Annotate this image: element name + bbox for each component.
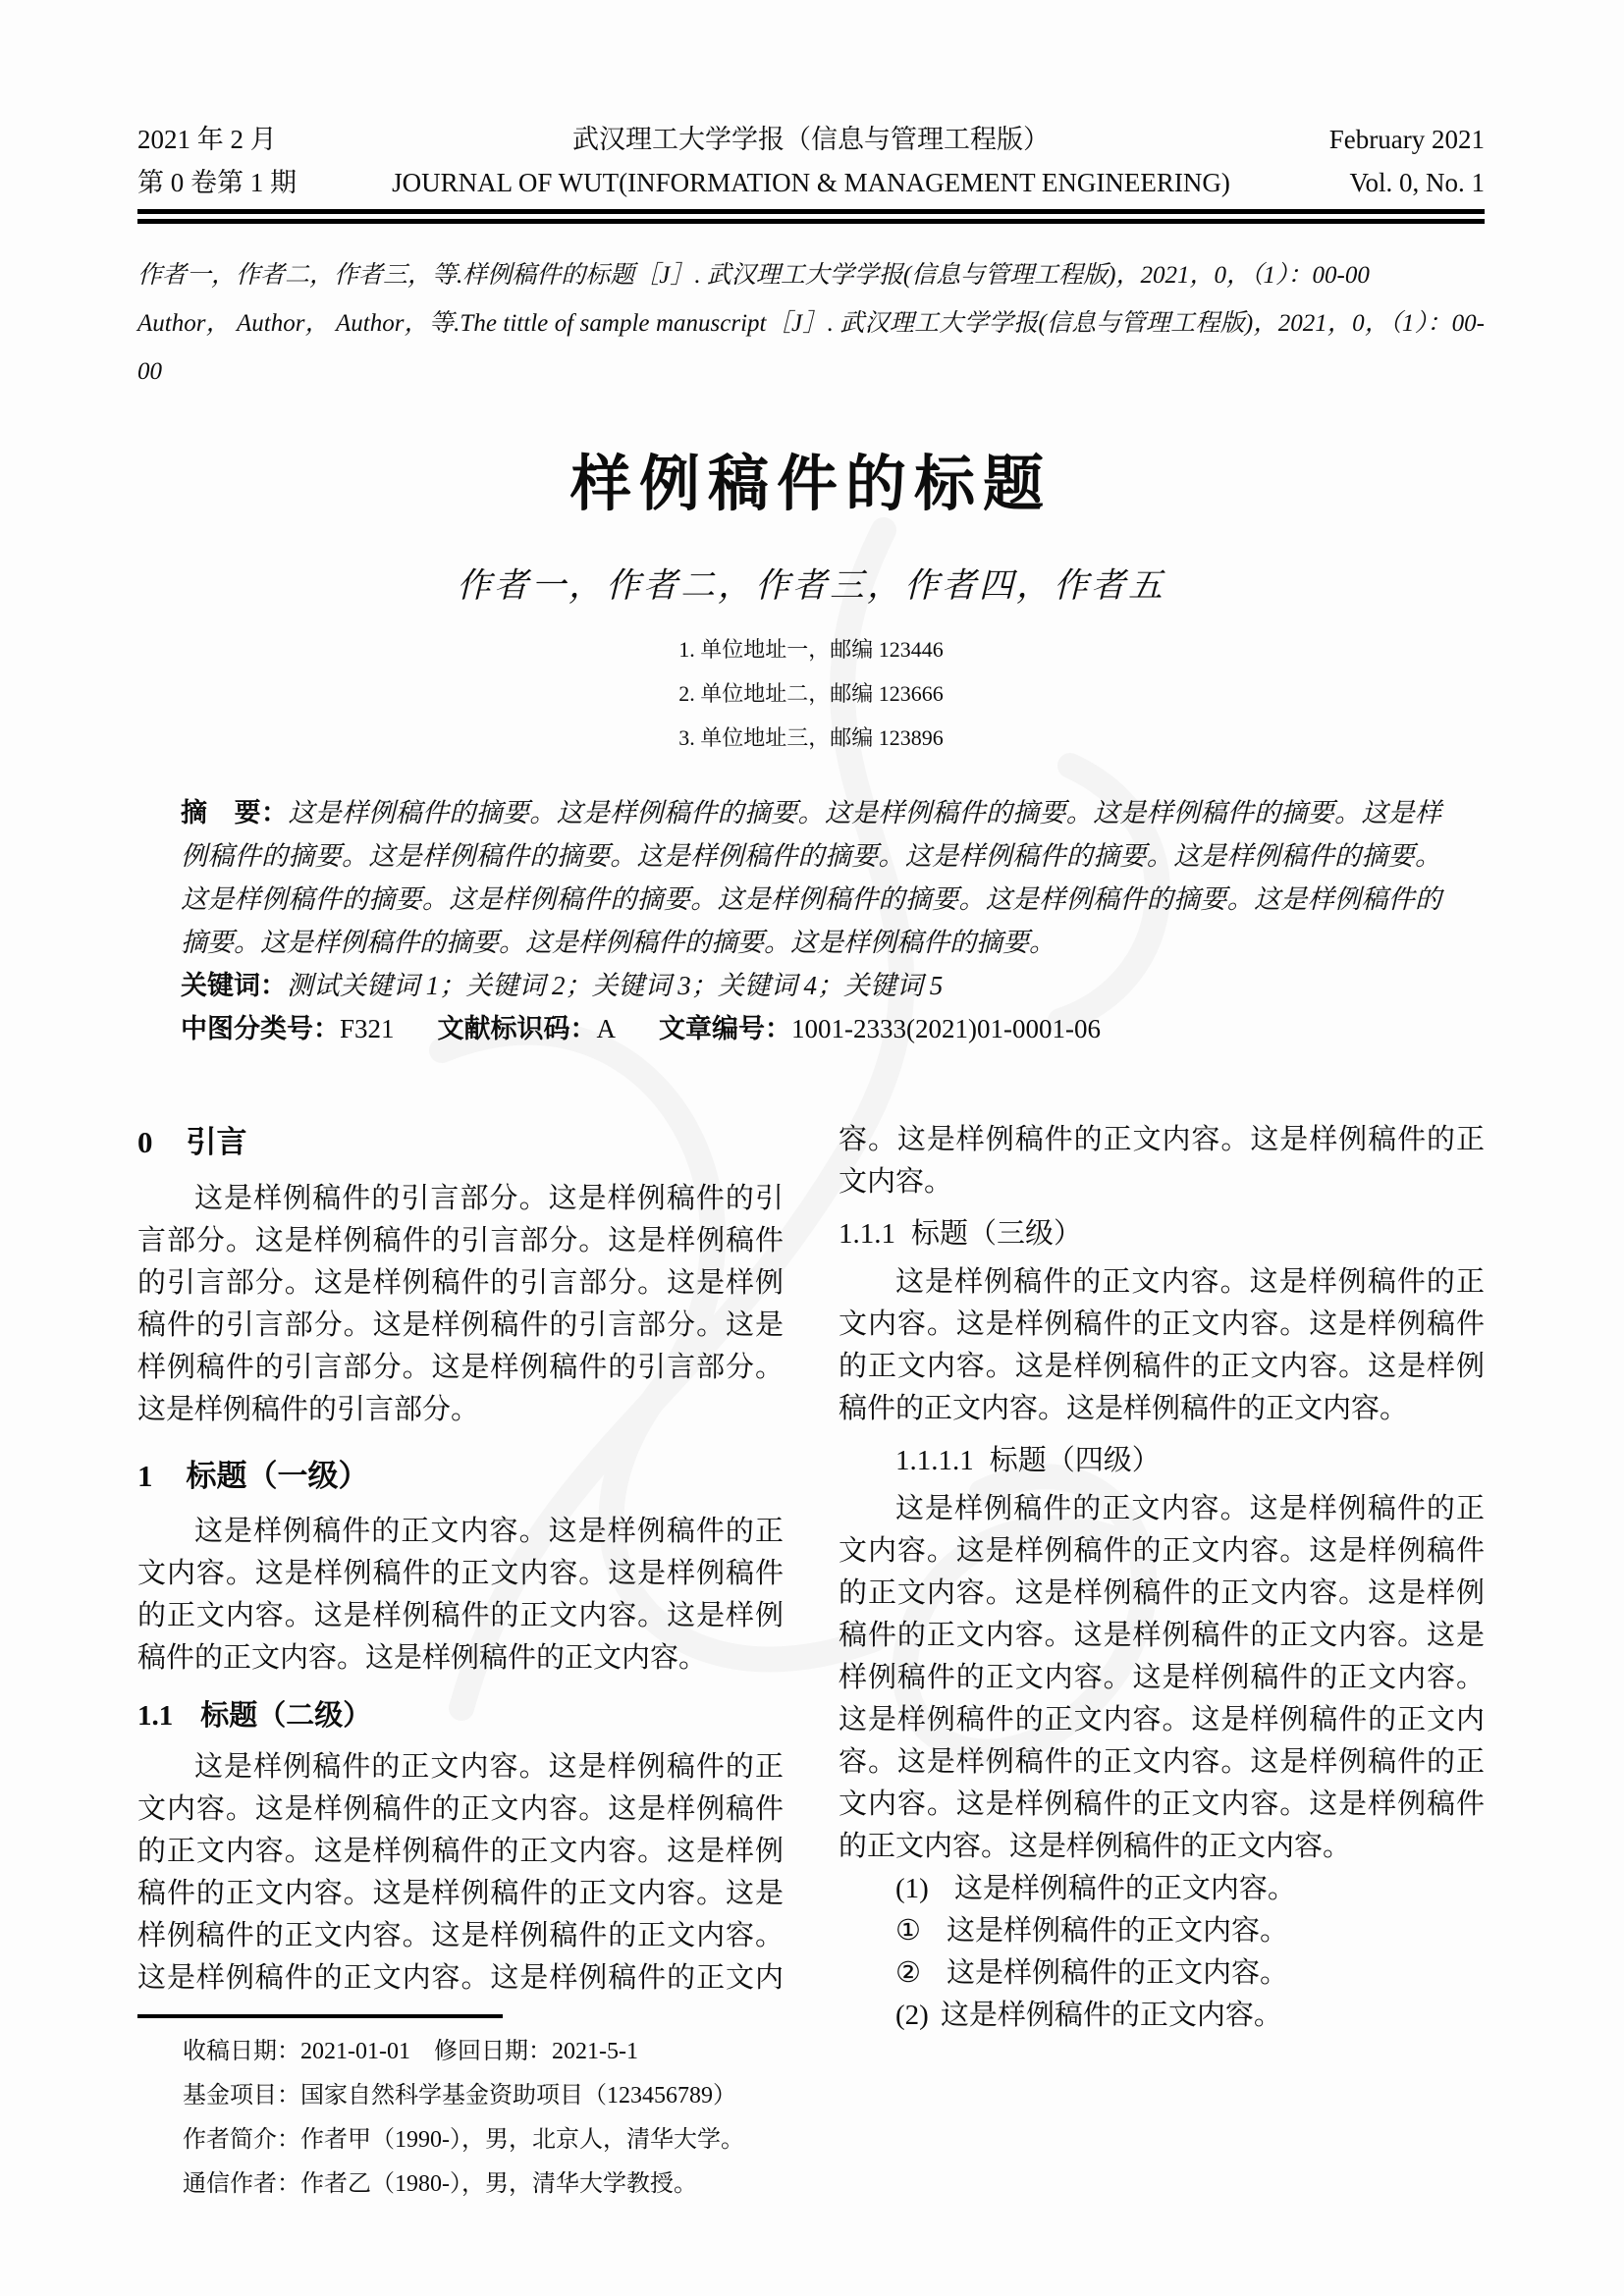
- list-marker: ①: [895, 1915, 921, 1947]
- header-date-en: February 2021: [1328, 125, 1485, 154]
- heading-number: 1.1.1: [839, 1218, 895, 1250]
- header-volume-cn: 第 0 卷第 1 期: [137, 168, 297, 197]
- heading-text: 标题（二级）: [200, 1700, 372, 1732]
- front-matter: [181, 791, 1441, 1050]
- journal-name-cn: 武汉理工大学学报（信息与管理工程版）: [572, 125, 1050, 154]
- heading-text: 标题（四级）: [989, 1445, 1161, 1476]
- header-double-rule: [137, 209, 1485, 224]
- heading-text: 引言: [186, 1125, 247, 1159]
- abstract-label: 摘 要：: [181, 798, 289, 828]
- list-text: 这是样例稿件的正文内容。: [947, 1915, 1289, 1947]
- list-marker: (1): [895, 1873, 929, 1904]
- heading-level2: [137, 1695, 784, 1737]
- clc-label: 中图分类号：: [181, 1014, 340, 1043]
- header-issue-cn: [137, 118, 363, 204]
- body-paragraph: 这是样例稿件的正文内容。这是样例稿件的正文内容。这是样例稿件的正文内容。这是样例稿件的正文内容。这是样例稿件的正文内容。这是样例稿件的正文内容。这是样例稿件的正文内容。: [137, 1516, 784, 1674]
- corresponding-author-line: 通信作者：作者乙（1980-），男，清华大学教授。: [183, 2171, 697, 2197]
- body-paragraph: 这是样例稿件的正文内容。这是样例稿件的正文内容。这是样例稿件的正文内容。这是样例稿件的正文内容。这是样例稿件的正文内容。这是样例稿件的正文内容。这是样例稿件的正文内容。: [839, 1266, 1485, 1424]
- heading-number: 1: [137, 1459, 153, 1493]
- header-volume-en: Vol. 0, No. 1: [1349, 168, 1485, 197]
- citation-english: Author， Author， Author，等.The tittle of sample manuscript［J］. 武汉理工大学学报(信息与管理工程版)，2021，0，（1）：00-00: [137, 310, 1485, 385]
- affiliation-1: 1. 单位地址一，邮编 123446: [678, 637, 944, 662]
- doc-code-value: A: [596, 1014, 617, 1043]
- affiliation-2: 2. 单位地址二，邮编 123666: [678, 681, 944, 706]
- list-item-1: [839, 1868, 1485, 1910]
- keywords-text: 测试关键词 1；关键词 2；关键词 3；关键词 4；关键词 5: [287, 971, 944, 1000]
- header-date-cn: 2021 年 2 月: [137, 125, 277, 154]
- list-text: 这是样例稿件的正文内容。: [947, 1957, 1289, 1989]
- intro-paragraph: 这是样例稿件的引言部分。这是样例稿件的引言部分。这是样例稿件的引言部分。这是样例稿件的引言部分。这是样例稿件的引言部分。这是样例稿件的引言部分。这是样例稿件的引言部分。这是样例稿件的引言部分。这是样例稿件的引言部分。这是样例稿件的引言部分。: [137, 1183, 784, 1425]
- article-body: [137, 1119, 1485, 2037]
- list-item-circled-2: [839, 1952, 1485, 1995]
- keywords-label: 关键词：: [181, 971, 287, 1000]
- list-marker: ②: [895, 1957, 921, 1989]
- clc-value: F321: [340, 1014, 395, 1043]
- heading-level3: [839, 1213, 1485, 1255]
- clc-line: [181, 1007, 1441, 1050]
- list-marker: (2): [895, 2000, 929, 2031]
- heading-level1: [137, 1455, 784, 1498]
- footnote-lines: [137, 2030, 943, 2207]
- journal-header: [137, 118, 1485, 204]
- affiliation-list: [137, 627, 1485, 760]
- received-date-line: 收稿日期：2021-01-01 修回日期：2021-5-1: [183, 2039, 638, 2064]
- abstract: [181, 791, 1441, 964]
- list-text: 这是样例稿件的正文内容。: [953, 1873, 1296, 1904]
- list-item-circled-1: [839, 1910, 1485, 1952]
- keywords: [181, 964, 1441, 1007]
- body-paragraph: 这是样例稿件的正文内容。这是样例稿件的正文内容。这是样例稿件的正文内容。这是样例稿件的正文内容。这是样例稿件的正文内容。这是样例稿件的正文内容。这是样例稿件的正文内容。这是样例稿件的正文内容。这是样例稿件的正文内容。这是样例稿件的正文内容。这是样例稿件的正文内容。这是样例稿件的正文内容。这是样例稿件的正文内容。: [137, 1124, 1485, 1994]
- list-text: 这是样例稿件的正文内容。: [940, 2000, 1282, 2031]
- journal-name-en: JOURNAL OF WUT(INFORMATION & MANAGEMENT ENGINEERING): [392, 168, 1230, 197]
- article-title: 样例稿件的标题: [569, 451, 1052, 518]
- header-journal-name: [363, 118, 1259, 204]
- heading-number: 0: [137, 1125, 153, 1159]
- heading-text: 标题（三级）: [911, 1218, 1083, 1250]
- heading-text: 标题（一级）: [186, 1459, 369, 1493]
- article-id-value: 1001-2333(2021)01-0001-06: [791, 1014, 1101, 1043]
- heading-level4: [839, 1440, 1485, 1482]
- abstract-text: 这是样例稿件的摘要。这是样例稿件的摘要。这是样例稿件的摘要。这是样例稿件的摘要。这是样例稿件的摘要。这是样例稿件的摘要。这是样例稿件的摘要。这是样例稿件的摘要。这是样例稿件的摘要。这是样例稿件的摘要。这是样例稿件的摘要。这是样例稿件的摘要。这是样例稿件的摘要。这是样例稿件的摘要。这是样例稿件的摘要。这是样例稿件的摘要。这是样例稿件的摘要。: [181, 798, 1442, 957]
- footnote-rule: [137, 2014, 503, 2018]
- doc-code-label: 文献标识码：: [437, 1014, 597, 1043]
- heading-introduction: [137, 1121, 784, 1164]
- article-id-label: 文章编号：: [659, 1014, 792, 1043]
- header-issue-en: [1259, 118, 1485, 204]
- author-bio-line: 作者简介：作者甲（1990-），男，北京人，清华大学。: [183, 2127, 744, 2153]
- affiliation-3: 3. 单位地址三，邮编 123896: [678, 725, 944, 750]
- author-list: 作者一，作者二，作者三，作者四，作者五: [456, 566, 1165, 605]
- citation-block: [137, 251, 1485, 396]
- heading-number: 1.1: [137, 1700, 174, 1732]
- footnote-block: [137, 2014, 943, 2207]
- citation-chinese: 作者一，作者二，作者三，等.样例稿件的标题［J］. 武汉理工大学学报(信息与管理工程版)，2021，0，（1）：00-00: [137, 262, 1370, 289]
- fund-project-line: 基金项目：国家自然科学基金资助项目（123456789）: [183, 2083, 736, 2109]
- heading-number: 1.1.1.1: [895, 1445, 974, 1476]
- body-paragraph: 这是样例稿件的正文内容。这是样例稿件的正文内容。这是样例稿件的正文内容。这是样例稿件的正文内容。这是样例稿件的正文内容。这是样例稿件的正文内容。这是样例稿件的正文内容。这是样例稿件的正文内容。这是样例稿件的正文内容。这是样例稿件的正文内容。这是样例稿件的正文内容。这是样例稿件的正文内容。这是样例稿件的正文内容。这是样例稿件的正文内容。这是样例稿件的正文内容。这是样例稿件的正文内容。: [839, 1493, 1485, 1862]
